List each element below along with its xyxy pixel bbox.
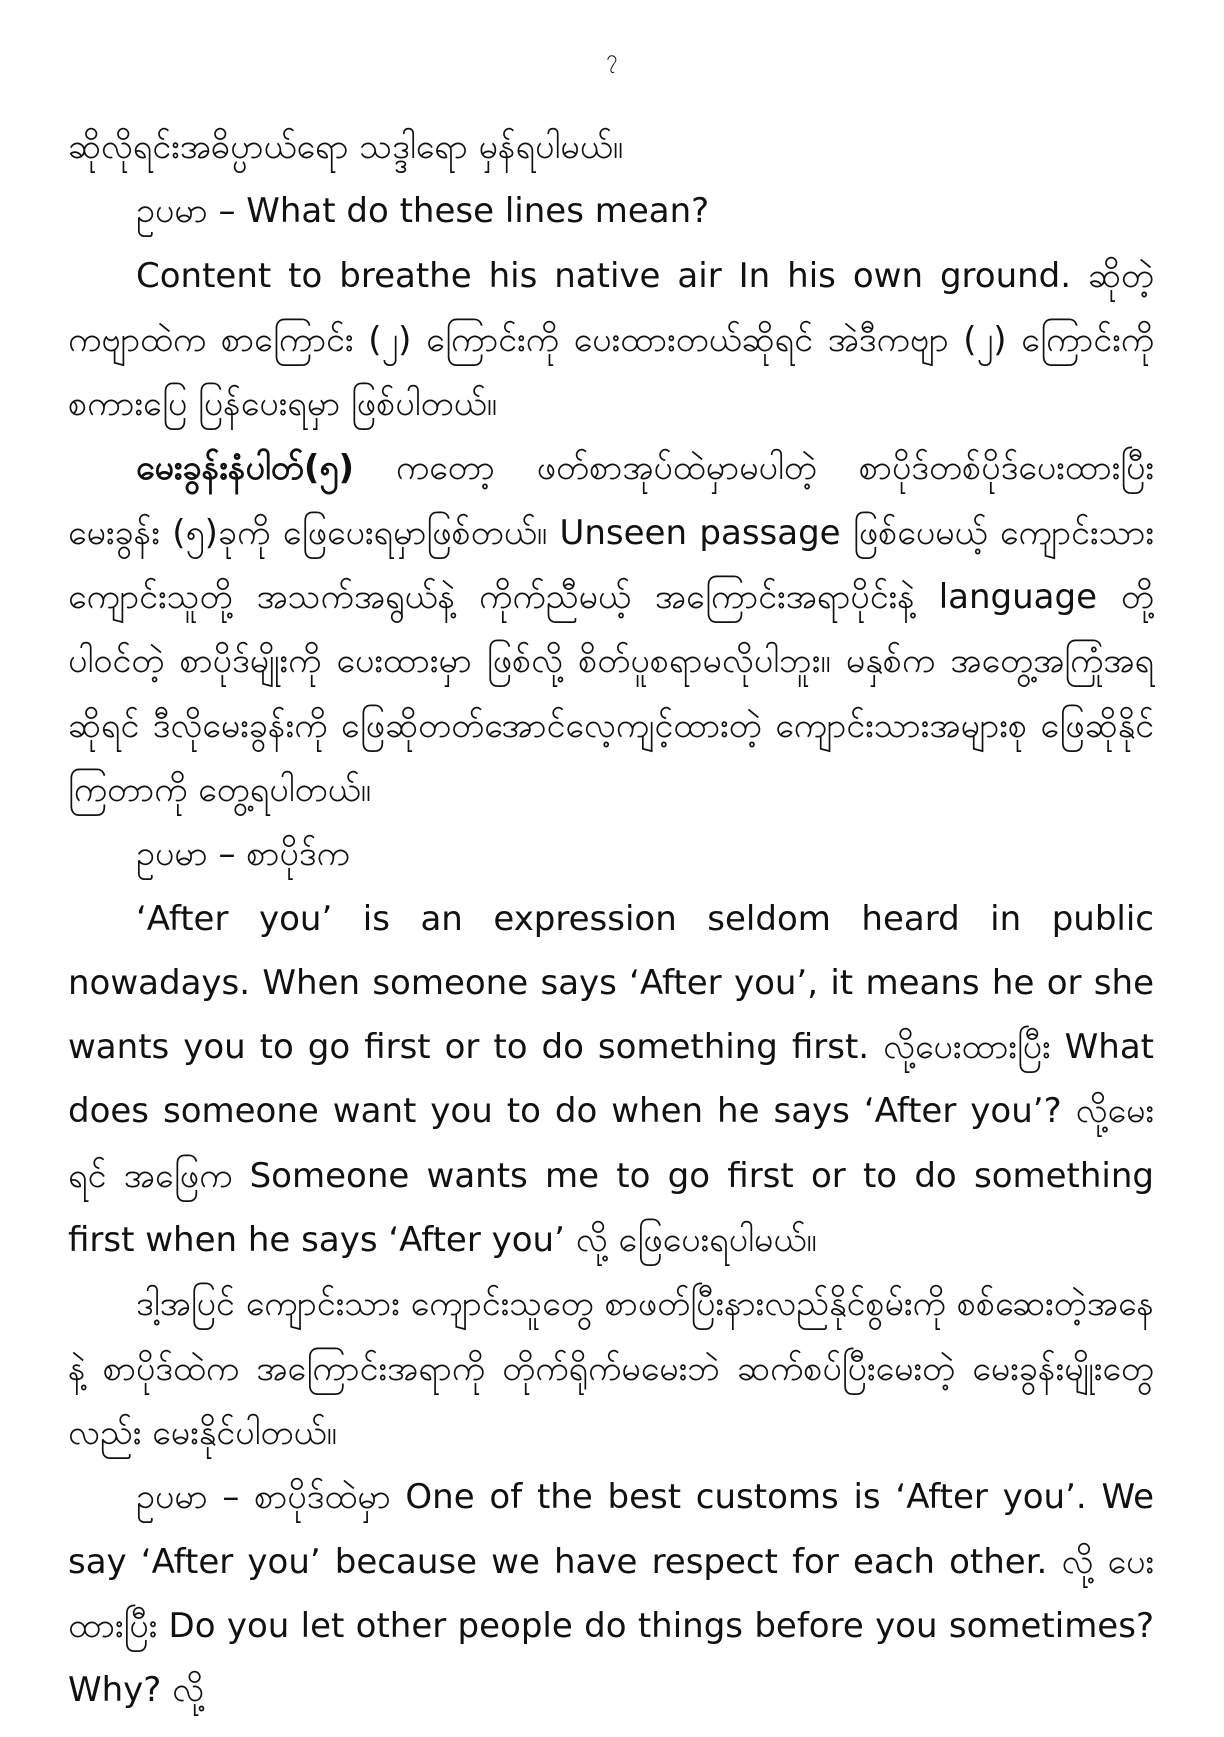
question-five-heading: မေးခွန်းနံပါတ်(၅) <box>136 448 355 489</box>
paragraph-comprehension: ဒါ့အပြင် ကျောင်းသား ကျောင်းသူတွေ စာဖတ်ပြီးနားလည်နိုင်စွမ်းကို စစ်ဆေးတဲ့အနေနဲ့ စာပိုဒ်ထဲက အကြောင်းအရာကို တိုက်ရိုက်မမေးဘဲ ဆက်စပ်ပြီးမေးတဲ့ မေးခွန်းမျိုးတွေလည်း မေးနိုင်ပါတယ်။ <box>68 1284 1154 1453</box>
paragraph-continuation: ဆိုလိုရင်းအဓိပ္ပာယ်ရော သဒ္ဒါရော မှန်ရပါမယ်။ <box>68 127 624 167</box>
paragraph-example-question: ဥပမာ – What do these lines mean? <box>136 191 710 232</box>
paragraph-poem-lines: Content to breathe his native air In his own ground. ဆိုတဲ့ကဗျာထဲက စာကြောင်း (၂) ကြောင်းကို ပေးထားတယ်ဆိုရင် အဲဒီကဗျာ (၂) ကြောင်းကို စကားပြေ ပြန်ပေးရမှာ ဖြစ်ပါတယ်။ <box>68 255 1154 425</box>
paragraph-question-five <box>68 436 1154 822</box>
question-five-text: ကတော့ ဖတ်စာအုပ်ထဲမှာမပါတဲ့ စာပိုဒ်တစ်ပိုဒ်ပေးထားပြီး မေးခွန်း (၅)ခုကို ဖြေပေးရမှာဖြစ်တယ်။ Unseen passage ဖြစ်ပေမယ့် ကျောင်းသား ကျောင်းသူတို့ အသက်အရွယ်နဲ့ ကိုက်ညီမယ့် အကြောင်းအရာပိုင်းနဲ့ language တို့ ပါဝင်တဲ့ စာပိုဒ်မျိုးကို ပေးထားမှာ ဖြစ်လို့ စိတ်ပူစရာမလိုပါဘူး။ မနှစ်က အတွေ့အကြုံအရဆိုရင် ဒီလိုမေးခွန်းကို ဖြေဆိုတတ်အောင်လေ့ကျင့်ထားတဲ့ ကျောင်းသားအများစု ဖြေဆိုနိုင်ကြတာကို တွေ့ရပါတယ်။ <box>68 448 1154 810</box>
page-body <box>68 115 1154 1722</box>
page-number: ၇ <box>606 45 618 69</box>
paragraph-custom-example: ဥပမာ – စာပိုဒ်ထဲမှာ One of the best customs is ‘After you’. We say ‘After you’ because we have respect for each other. လို့ ပေးထားပြီး Do you let other people do things before you sometimes? Why? လို့ <box>68 1477 1154 1711</box>
paragraph-after-you-passage: ‘After you’ is an expression seldom heard in public nowadays. When someone says ‘After you’, it means he or she wants you to go first or to do something first. လို့ပေးထားပြီး What does someone want you to do when he says ‘After you’? လို့မေးရင် အဖြေက Someone wants me to go first or to do something first when he says ‘After you’ လို့ ဖြေပေးရပါမယ်။ <box>68 898 1154 1261</box>
paragraph-example-passage-label: ဥပမာ – စာပိုဒ်က <box>136 834 350 875</box>
